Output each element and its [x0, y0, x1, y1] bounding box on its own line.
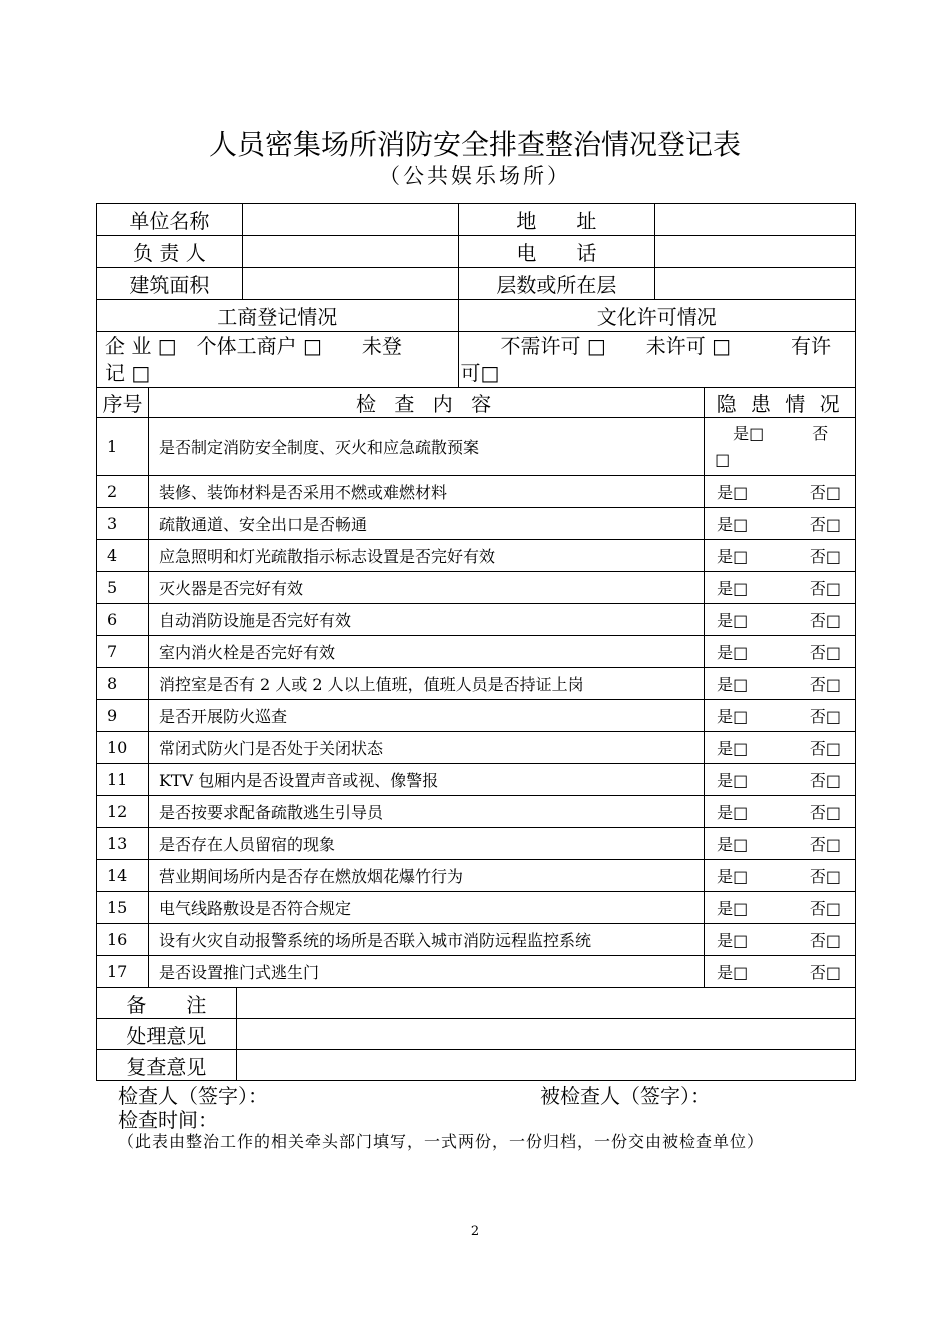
item-content: 营业期间场所内是否存在燃放烟花爆竹行为 [149, 860, 705, 891]
registration-header-row [96, 299, 856, 331]
yes-checkbox[interactable]: 是□ [717, 835, 749, 854]
hazard-yes-no [705, 924, 856, 955]
item-number: 12 [97, 796, 149, 827]
no-checkbox[interactable]: 否□ [809, 963, 841, 982]
handling-opinion-label: 处理意见 [97, 1019, 237, 1049]
item-content: 是否存在人员留宿的现象 [149, 828, 705, 859]
hazard-yes-no [705, 636, 856, 667]
no-checkbox[interactable]: 否□ [809, 931, 841, 950]
item-content: 自动消防设施是否完好有效 [149, 604, 705, 635]
col-hazard-header: 隐 患 情 况 [705, 388, 856, 417]
yes-checkbox[interactable]: 是□ [717, 611, 749, 630]
item-number: 4 [97, 540, 149, 571]
item-number: 14 [97, 860, 149, 891]
address-label: 地 址 [459, 204, 656, 235]
address-field[interactable] [655, 204, 856, 235]
handling-row [96, 1018, 856, 1049]
checklist-row [96, 859, 856, 891]
checklist-row [96, 827, 856, 859]
checklist-row [96, 475, 856, 507]
item-number: 8 [97, 668, 149, 699]
item-content: 常闭式防火门是否处于关闭状态 [149, 732, 705, 763]
item-number: 13 [97, 828, 149, 859]
item-content: 是否开展防火巡查 [149, 700, 705, 731]
unit-name-label: 单位名称 [97, 204, 243, 235]
item-content: 灭火器是否完好有效 [149, 572, 705, 603]
item-content: 室内消火栓是否完好有效 [149, 636, 705, 667]
yes-checkbox[interactable]: 是□ [717, 707, 749, 726]
yes-checkbox[interactable]: 是□ [717, 867, 749, 886]
checklist-row [96, 603, 856, 635]
hazard-yes-no[interactable] [705, 418, 856, 475]
hazard-yes-no [705, 540, 856, 571]
yes-checkbox[interactable]: 是□ [717, 483, 749, 502]
hazard-yes-no-line: 是□ 否 [733, 423, 829, 443]
info-row-unit [96, 203, 856, 235]
checklist-row [96, 923, 856, 955]
hazard-yes-no [705, 956, 856, 987]
item-content: 是否制定消防安全制度、灭火和应急疏散预案 [149, 418, 705, 475]
page-number: 2 [470, 1224, 480, 1239]
yes-checkbox[interactable]: 是□ [717, 803, 749, 822]
checklist-row [96, 571, 856, 603]
item-content: KTV 包厢内是否设置声音或视、像警报 [149, 764, 705, 795]
yes-checkbox[interactable]: 是□ [717, 771, 749, 790]
item-number: 3 [97, 508, 149, 539]
item-content: 是否设置推门式逃生门 [149, 956, 705, 987]
no-checkbox[interactable]: 否□ [809, 611, 841, 630]
hazard-yes-no [705, 828, 856, 859]
hazard-yes-no [705, 732, 856, 763]
yes-checkbox[interactable]: 是□ [717, 675, 749, 694]
item-content: 设有火灾自动报警系统的场所是否联入城市消防远程监控系统 [149, 924, 705, 955]
form-note: （此表由整治工作的相关牵头部门填写，一式两份，一份归档，一份交由被检查单位） [118, 1132, 765, 1151]
hazard-yes-no [705, 572, 856, 603]
yes-checkbox[interactable]: 是□ [717, 963, 749, 982]
yes-checkbox[interactable]: 是□ [717, 899, 749, 918]
checklist-row [96, 635, 856, 667]
page-subtitle: （公共娱乐场所） [379, 164, 571, 188]
checklist-header-row [96, 387, 856, 417]
item-number: 15 [97, 892, 149, 923]
building-area-field[interactable] [243, 268, 459, 299]
yes-checkbox[interactable]: 是□ [717, 515, 749, 534]
item-content: 消控室是否有 2 人或 2 人以上值班，值班人员是否持证上岗 [149, 668, 705, 699]
hazard-yes-no [705, 892, 856, 923]
item-number: 6 [97, 604, 149, 635]
yes-checkbox[interactable]: 是□ [717, 547, 749, 566]
checklist-row [96, 417, 856, 475]
item-number: 9 [97, 700, 149, 731]
culture-options-line-1: 不需许可 □ 未许可 □ 有许 [460, 333, 832, 358]
hazard-yes-no [705, 668, 856, 699]
yes-checkbox[interactable]: 是□ [717, 579, 749, 598]
review-row [96, 1049, 856, 1081]
inspected-signature-label: 被检查人（签字）： [540, 1084, 710, 1108]
no-checkbox[interactable]: 否□ [809, 771, 841, 790]
inspector-signature-label: 检查人（签字）： [118, 1084, 268, 1108]
no-checkbox[interactable]: 否□ [809, 579, 841, 598]
hazard-no-box: □ [715, 449, 731, 469]
phone-field[interactable] [655, 236, 856, 267]
item-number: 17 [97, 956, 149, 987]
no-checkbox[interactable]: 否□ [809, 547, 841, 566]
checklist-row [96, 891, 856, 923]
page-title: 人员密集场所消防安全排查整治情况登记表 [208, 128, 741, 161]
no-checkbox[interactable]: 否□ [809, 835, 841, 854]
inspection-time-label: 检查时间： [118, 1108, 218, 1132]
no-checkbox[interactable]: 否□ [809, 899, 841, 918]
culture-options[interactable] [459, 332, 856, 387]
yes-checkbox[interactable]: 是□ [717, 931, 749, 950]
checklist-row [96, 699, 856, 731]
checklist-row [96, 731, 856, 763]
item-content: 应急照明和灯光疏散指示标志设置是否完好有效 [149, 540, 705, 571]
col-number-header: 序号 [97, 388, 149, 417]
info-row-area [96, 267, 856, 299]
checklist-row [96, 539, 856, 571]
no-checkbox[interactable]: 否□ [809, 803, 841, 822]
remark-label: 备 注 [97, 988, 237, 1018]
building-area-label: 建筑面积 [97, 268, 243, 299]
info-row-person [96, 235, 856, 267]
hazard-yes-no [705, 508, 856, 539]
item-number: 7 [97, 636, 149, 667]
unit-name-field[interactable] [243, 204, 459, 235]
item-number: 5 [97, 572, 149, 603]
checklist-row [96, 667, 856, 699]
no-checkbox[interactable]: 否□ [809, 643, 841, 662]
checklist-row [96, 763, 856, 795]
checklist-row [96, 795, 856, 827]
hazard-yes-no [705, 476, 856, 507]
business-registration-label: 工商登记情况 [97, 300, 459, 331]
yes-checkbox[interactable]: 是□ [717, 643, 749, 662]
hazard-yes-no [705, 764, 856, 795]
business-options-line-1: 企 业 □ 个体工商户 □ 未登 [105, 333, 402, 358]
item-number: 10 [97, 732, 149, 763]
col-content-header: 检 查 内 容 [149, 388, 705, 417]
item-number: 2 [97, 476, 149, 507]
review-opinion-field[interactable] [237, 1050, 856, 1080]
no-checkbox[interactable]: 否□ [809, 515, 841, 534]
item-content: 电气线路敷设是否符合规定 [149, 892, 705, 923]
hazard-yes-no [705, 604, 856, 635]
item-number: 1 [97, 418, 149, 475]
phone-label: 电 话 [459, 236, 656, 267]
item-content: 是否按要求配备疏散逃生引导员 [149, 796, 705, 827]
registration-form-table [96, 203, 856, 1081]
registration-options-row [96, 331, 856, 387]
review-opinion-label: 复查意见 [97, 1050, 237, 1080]
hazard-yes-no [705, 700, 856, 731]
checklist-row [96, 955, 856, 987]
business-options-line-2: 记 □ [105, 360, 151, 385]
no-checkbox[interactable]: 否□ [809, 867, 841, 886]
floors-label: 层数或所在层 [459, 268, 656, 299]
culture-options-line-2: 可□ [460, 360, 500, 385]
item-content: 疏散通道、安全出口是否畅通 [149, 508, 705, 539]
no-checkbox[interactable]: 否□ [809, 739, 841, 758]
remark-row [96, 987, 856, 1018]
checklist-row [96, 507, 856, 539]
item-content: 装修、装饰材料是否采用不燃或难燃材料 [149, 476, 705, 507]
handling-opinion-field[interactable] [237, 1019, 856, 1049]
culture-license-label: 文化许可情况 [459, 300, 856, 331]
person-in-charge-field[interactable] [243, 236, 459, 267]
no-checkbox[interactable]: 否□ [809, 707, 841, 726]
hazard-yes-no [705, 796, 856, 827]
business-options[interactable] [97, 332, 459, 387]
no-checkbox[interactable]: 否□ [809, 675, 841, 694]
remark-field[interactable] [237, 988, 856, 1018]
floors-field[interactable] [655, 268, 856, 299]
hazard-yes-no [705, 860, 856, 891]
no-checkbox[interactable]: 否□ [809, 483, 841, 502]
person-in-charge-label: 负 责 人 [97, 236, 243, 267]
item-number: 16 [97, 924, 149, 955]
item-number: 11 [97, 764, 149, 795]
yes-checkbox[interactable]: 是□ [717, 739, 749, 758]
